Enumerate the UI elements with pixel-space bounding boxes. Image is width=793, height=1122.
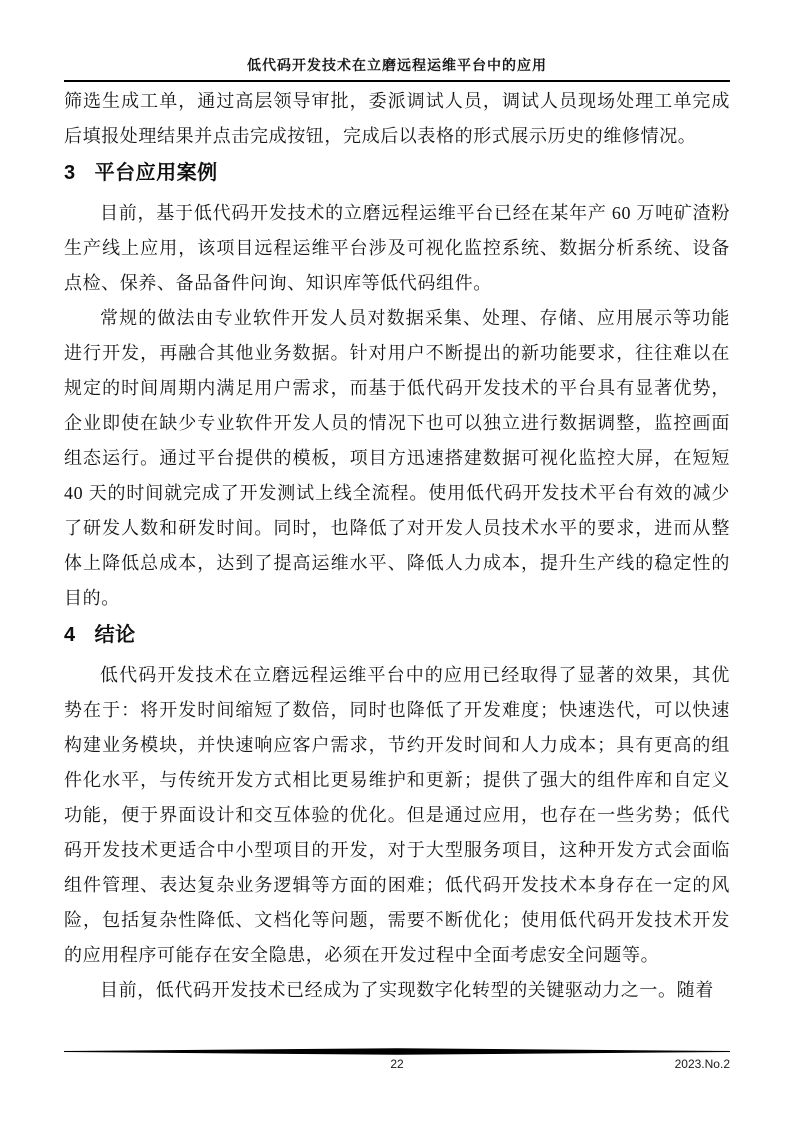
footer-tapered-rule [64,1048,730,1055]
footer-row [64,1056,730,1072]
continuation-paragraph: 筛选生成工单，通过高层领导审批，委派调试人员，调试人员现场处理工单完成后填报处理结果并点击完成按钮，完成后以表格的形式展示历史的维修情况。 [64,91,730,146]
section-heading-3 [64,156,730,191]
section-4-paragraph-2: 目前，低代码开发技术已经成为了实现数字化转型的关键驱动力之一。随着 [100,980,714,1000]
footer-page-number: 22 [390,1057,404,1071]
page-body [64,84,730,1008]
running-header-title: 低代码开发技术在立磨远程运维平台中的应用 [247,59,547,74]
section-4-paragraph-1: 低代码开发技术在立磨远程运维平台中的应用已经取得了显著的效果，其优势在于：将开发时间缩短了数倍，同时也降低了开发难度；快速迭代，可以快速构建业务模块，并快速响应客户需求，节约开发时间和人力成本；具有更高的组件化水平，与传统开发方式相比更易维护和更新；提供了强大的组件库和自定义功能，便于界面设计和交互体验的优化。但是通过应用，也存在一些劣势；低代码开发技术更适合中小型项目的开发，对于大型服务项目，这种开发方式会面临组件管理、表达复杂业务逻辑等方面的困难；低代码开发技术本身存在一定的风险，包括复杂性降低、文档化等问题，需要不断优化；使用低代码开发技术开发的应用程序可能存在安全隐患，必须在开发过程中全面考虑安全问题等。 [64,665,730,965]
section-number: 3 [64,162,76,184]
section-3-paragraph-1: 目前，基于低代码开发技术的立磨远程运维平台已经在某年产 60 万吨矿渣粉生产线上应用，该项目远程运维平台涉及可视化监控系统、数据分析系统、设备点检、保养、备品备件问询、知识库等低代码组件。 [64,203,730,293]
running-header [64,0,730,82]
section-3-paragraph-2: 常规的做法由专业软件开发人员对数据采集、处理、存储、应用展示等功能进行开发，再融合其他业务数据。针对用户不断提出的新功能要求，往往难以在规定的时间周期内满足用户需求，而基于低代码开发技术的平台具有显著优势，企业即使在缺少专业软件开发人员的情况下也可以独立进行数据调整，监控画面组态运行。通过平台提供的模板，项目方迅速搭建数据可视化监控大屏，在短短 40 天的时间就完成了开发测试上线全流程。使用低代码开发技术平台有效的减少了研发人数和研发时间。同时，也降低了对开发人员技术水平的要求，进而从整体上降低总成本，达到了提高运维水平、降低人力成本，提升生产线的稳定性的目的。 [64,308,730,608]
footer-issue-label: 2023.No.2 [674,1057,730,1071]
section-number: 4 [64,624,76,646]
section-title: 平台应用案例 [94,162,218,184]
section-heading-4 [64,618,730,653]
page-footer [64,1048,730,1072]
section-title: 结论 [94,624,136,646]
